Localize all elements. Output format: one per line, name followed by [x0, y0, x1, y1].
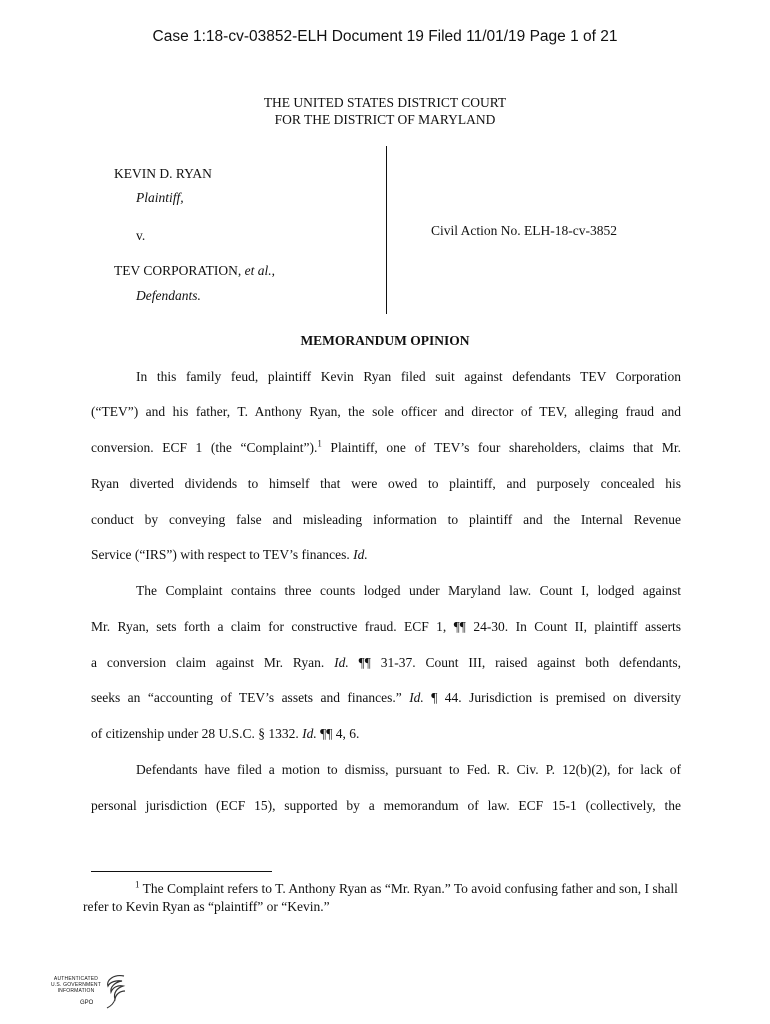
body-line-2: (“TEV”) and his father, T. Anthony Ryan, the sole officer and director of TEV, alleging fraud and	[91, 404, 681, 419]
body-line-1: In this family feud, plaintiff Kevin Ryan filed suit against defendants TEV Corporation	[136, 369, 681, 384]
versus: v.	[136, 228, 146, 243]
defendant-name: TEV CORPORATION,	[114, 263, 242, 278]
body-line-3-start: conversion. ECF 1 (the “Complaint”).	[91, 440, 318, 455]
defendant-comma: ,	[271, 263, 276, 278]
body-line-10	[91, 690, 681, 706]
footnote	[83, 880, 683, 916]
civil-action-number: Civil Action No. ELH-18-cv-3852	[431, 223, 617, 238]
case-header: Case 1:18-cv-03852-ELH Document 19 Filed 11/01/19 Page 1 of 21	[152, 28, 618, 45]
body-line-5: conduct by conveying false and misleading information to plaintiff and the Internal Revenue	[91, 512, 681, 527]
footnote-number: 1	[135, 879, 140, 890]
body-line-9	[91, 655, 681, 671]
citation-id: Id.	[353, 547, 368, 562]
footnote-ref: 1	[317, 438, 322, 449]
body-line-10-rest: ¶ 44. Jurisdiction is premised on diversity	[423, 690, 682, 705]
court-name-line2: FOR THE DISTRICT OF MARYLAND	[274, 112, 496, 127]
body-line-8: Mr. Ryan, sets forth a claim for constructive fraud. ECF 1, ¶¶ 24-30. In Count II, plaintiff asserts	[91, 619, 681, 634]
logo-text	[44, 976, 108, 994]
body-line-11	[91, 726, 681, 742]
gpo-authentication-logo	[44, 972, 134, 1010]
defendant-name-line	[114, 263, 275, 279]
opinion-title: MEMORANDUM OPINION	[300, 333, 470, 348]
citation-id: Id.	[302, 726, 317, 741]
body-line-6-text: Service (“IRS”) with respect to TEV’s finances.	[91, 547, 350, 562]
footnote-text: The Complaint refers to T. Anthony Ryan as “Mr. Ryan.” To avoid confusing father and son, I shall refer to Kevin Ryan as “plaintiff” or “Kevin.”	[83, 881, 678, 914]
body-line-9-text: a conversion claim against Mr. Ryan.	[91, 655, 325, 670]
body-line-3-rest: Plaintiff, one of TEV’s four shareholders, claims that Mr.	[321, 440, 681, 455]
court-name-line1: THE UNITED STATES DISTRICT COURT	[263, 95, 507, 110]
logo-line1: AUTHENTICATED	[53, 976, 99, 982]
defendant-role: Defendants.	[136, 288, 201, 303]
body-line-6	[91, 547, 681, 563]
plaintiff-role: Plaintiff,	[136, 190, 184, 205]
defendant-etal: et al.	[244, 263, 272, 278]
body-line-3	[91, 440, 681, 456]
body-line-7: The Complaint contains three counts lodged under Maryland law. Count I, lodged against	[136, 583, 681, 598]
eagle-icon	[100, 972, 130, 1010]
footnote-rule	[91, 871, 272, 872]
logo-line3: INFORMATION	[57, 988, 95, 994]
body-line-9-rest: ¶¶ 31-37. Count III, raised against both defendants,	[348, 655, 682, 670]
logo-gpo: GPO	[80, 1000, 94, 1006]
body-line-13: personal jurisdiction (ECF 15), supported by a memorandum of law. ECF 15-1 (collectively, the	[91, 798, 681, 813]
body-line-11-rest: ¶¶ 4, 6.	[316, 726, 360, 741]
plaintiff-name: KEVIN D. RYAN	[114, 166, 212, 181]
body-line-4: Ryan diverted dividends to himself that were owed to plaintiff, and purposely concealed his	[91, 476, 681, 491]
body-line-12: Defendants have filed a motion to dismiss, pursuant to Fed. R. Civ. P. 12(b)(2), for lack of	[136, 762, 681, 777]
citation-id: Id.	[409, 690, 424, 705]
body-line-10-text: seeks an “accounting of TEV’s assets and finances.”	[91, 690, 402, 705]
caption-divider	[386, 146, 387, 314]
logo-line2: U.S. GOVERNMENT	[51, 982, 101, 988]
body-line-11-text: of citizenship under 28 U.S.C. § 1332.	[91, 726, 299, 741]
citation-id: Id.	[334, 655, 349, 670]
